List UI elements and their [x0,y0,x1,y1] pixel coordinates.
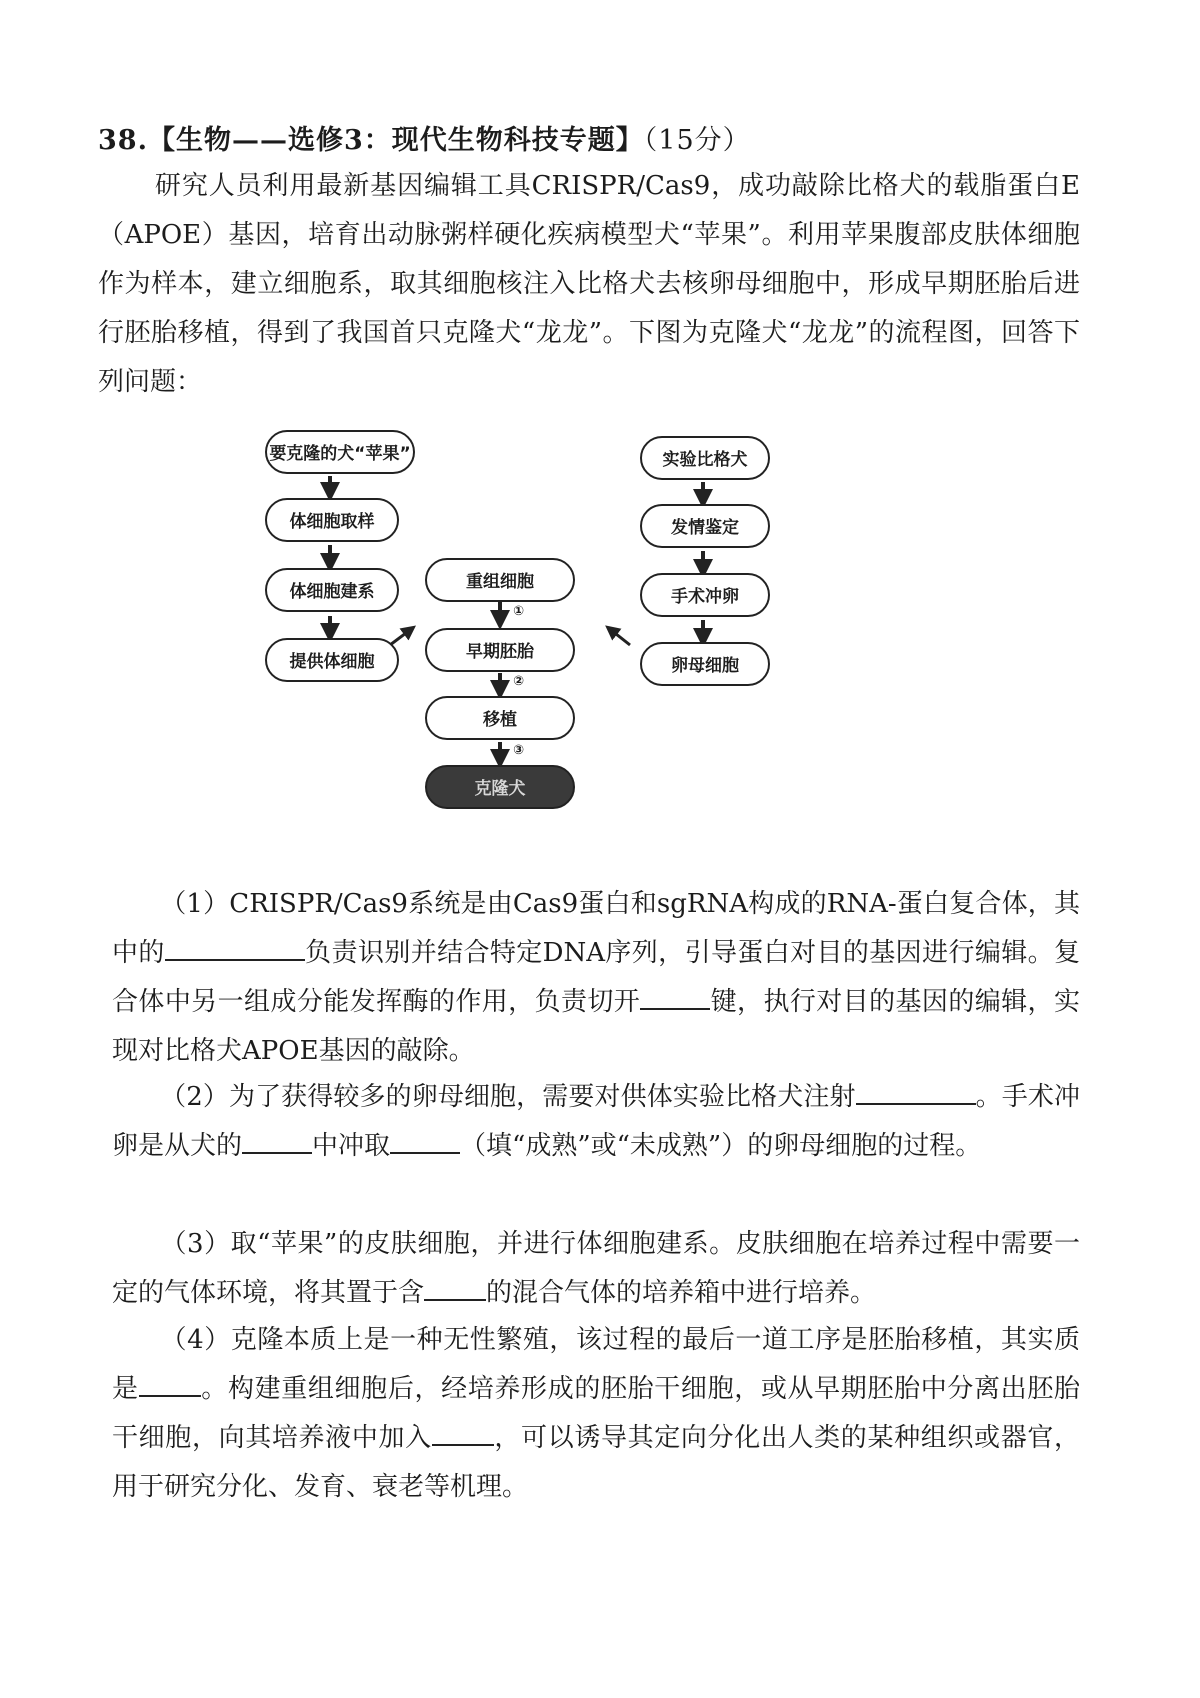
q1-text-c: 键，执行对目的基因的编辑，实现对比格犬APOE基因的敲除。 [112,987,1080,1066]
step-label-2: ② [513,674,525,689]
node-transplant: 移植 [425,696,575,740]
q2-text-c: 中冲取 [312,1131,391,1161]
q2-text-b: 。手术冲卵是从犬的 [112,1082,1080,1161]
q2-blank-1[interactable] [856,1077,976,1105]
subquestion-1 [112,880,1080,1076]
node-recombinant-cell: 重组细胞 [425,558,575,602]
q1-blank-2[interactable] [640,982,710,1010]
q2-text-d: （填“成熟”或“未成熟”）的卵母细胞的过程。 [460,1131,982,1161]
arrow-somatic-to-recombinant [390,630,410,645]
q4-text-a: （4）克隆本质上是一种无性繁殖，该过程的最后一道工序是胚胎移植，其实质是 [112,1325,1080,1404]
step-label-3: ③ [513,743,525,758]
node-cloned-dog: 克隆犬 [425,765,575,809]
q2-text-a: （2）为了获得较多的卵母细胞，需要对供体实验比格犬注射 [160,1082,856,1112]
q1-text-a: （1）CRISPR/Cas9系统是由Cas9蛋白和sgRNA构成的RNA-蛋白复合体，其中的 [112,889,1080,968]
cloning-flowchart [255,430,855,850]
q1-text-b: 负责识别并结合特定DNA序列，引导蛋白对目的基因进行编辑。复合体中另一组成分能发挥酶的作用，负责切开 [112,938,1080,1017]
subquestion-3 [112,1220,1080,1318]
q4-blank-1[interactable] [139,1369,201,1397]
node-early-embryo: 早期胚胎 [425,628,575,672]
q1-blank-1[interactable] [165,933,305,961]
node-somatic-cell-line: 体细胞建系 [265,568,399,612]
node-dog-apple: 要克隆的犬“苹果” [265,430,415,474]
node-somatic-sampling: 体细胞取样 [265,498,399,542]
question-title-text: 38.【生物——选修3：现代生物科技专题】 [98,125,644,156]
q3-blank-1[interactable] [424,1273,486,1301]
q4-text-c: ，可以诱导其定向分化出人类的某种组织或器官，用于研究分化、发育、衰老等机理。 [112,1423,1080,1502]
node-estrus-check: 发情鉴定 [640,504,770,548]
node-oocyte: 卵母细胞 [640,642,770,686]
node-provide-somatic-cell: 提供体细胞 [265,638,399,682]
q3-text-b: 的混合气体的培养箱中进行培养。 [486,1278,877,1308]
subquestion-4 [112,1316,1080,1512]
q3-text-a: （3）取“苹果”的皮肤细胞，并进行体细胞建系。皮肤细胞在培养过程中需要一定的气体环境，将其置于含 [112,1229,1080,1308]
q2-blank-2[interactable] [242,1126,312,1154]
arrow-oocyte-to-recombinant [611,630,630,645]
question-intro [98,162,1080,407]
q4-blank-2[interactable] [432,1418,494,1446]
question-score: （15分） [643,125,751,156]
q2-blank-3[interactable] [390,1126,460,1154]
question-intro-text: 研究人员利用最新基因编辑工具CRISPR/Cas9，成功敲除比格犬的载脂蛋白E（APOE）基因，培育出动脉粥样硬化疾病模型犬“苹果”。利用苹果腹部皮肤体细胞作为样本，建立细胞系，取其细胞核注入比格犬去核卵母细胞中，形成早期胚胎后进行胚胎移植，得到了我国首只克隆犬“龙龙”。下图为克隆犬“龙龙”的流程图，回答下列问题： [98,171,1080,397]
subquestion-2 [112,1073,1080,1171]
node-beagle-dog: 实验比格犬 [640,436,770,480]
q4-text-b: 。构建重组细胞后，经培养形成的胚胎干细胞，或从早期胚胎中分离出胚胎干细胞，向其培养液中加入 [112,1374,1080,1453]
step-label-1: ① [513,604,525,619]
question-title [98,118,751,157]
node-egg-flushing: 手术冲卵 [640,573,770,617]
